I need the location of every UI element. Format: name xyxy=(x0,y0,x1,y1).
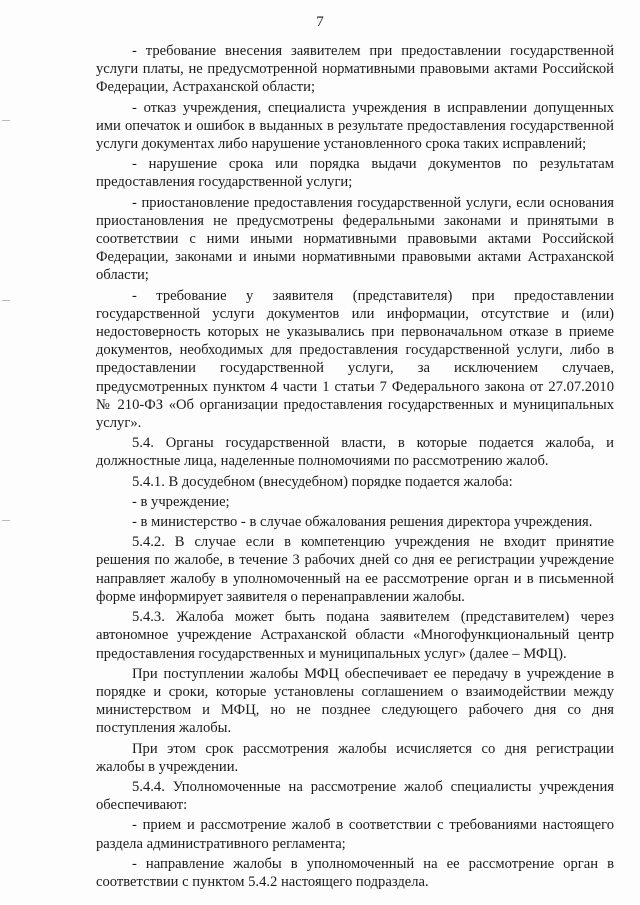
paragraph: При поступлении жалобы МФЦ обеспечивает ее передачу в учреждение в порядке и сроки, которые установлены соглашением о взаимодействии между министерством и МФЦ, но не позднее следующего рабочего дня со дня поступления жалобы. xyxy=(96,665,614,737)
paragraph: - нарушение срока или порядка выдачи документов по результатам предоставления государственной услуги; xyxy=(96,156,614,191)
scan-artifact xyxy=(2,120,10,121)
paragraph: - требование у заявителя (представителя) при предоставлении государственной услуги документов или информации, отсутствие и (или) недостоверность которых не указывались при первоначальном отказе в приеме документов, необходимых для предоставления государственной услуги, либо в предоставлении государственной услуги, за исключением случаев, предусмотренных пунктом 4 части 1 статьи 7 Федерального закона от 27.07.2010 № 210-ФЗ «Об организации предоставления государственных и муниципальных услуг». xyxy=(96,287,614,432)
scan-artifact xyxy=(2,520,10,521)
paragraph: - прием и рассмотрение жалоб в соответствии с требованиями настоящего раздела административного регламента; xyxy=(96,817,614,852)
paragraph: - приостановление предоставления государственной услуги, если основания приостановления не предусмотрены федеральными законами и принятыми в соответствии с ними иными нормативными правовыми актами Российской Федерации, законами и иными нормативными правовыми актами Астраханской области; xyxy=(96,194,614,284)
page-number: 7 xyxy=(316,14,324,30)
document-body xyxy=(96,42,614,893)
paragraph: 5.4.1. В досудебном (внесудебном) порядке подается жалоба: xyxy=(132,473,513,490)
paragraph: - требование внесения заявителем при предоставлении государственной услуги платы, не предусмотренной нормативными правовыми актами Российской Федерации, Астраханской области; xyxy=(96,43,614,96)
paragraph: 5.4.2. В случае если в компетенцию учреждения не входит принятие решения по жалобе, в течение 3 рабочих дней со дня ее регистрации учреждение направляет жалобу в уполномоченный на ее рассмотрение орган и в письменной форме информирует заявителя о перенаправлении жалобы. xyxy=(96,534,614,605)
paragraph: - отказ учреждения, специалиста учреждения в исправлении допущенных ими опечаток и ошибок в выданных в результате предоставления государственной услуги документах либо нарушение установленного срока таких исправлений; xyxy=(96,99,614,153)
paragraph: 5.4. Органы государственной власти, в которые подается жалоба, и должностные лица, наделенные полномочиями по рассмотрению жалоб. xyxy=(96,435,614,470)
paragraph: - в министерство - в случае обжалования решения директора учреждения. xyxy=(132,514,593,531)
paragraph: При этом срок рассмотрения жалобы исчисляется со дня регистрации жалобы в учреждении. xyxy=(96,740,614,775)
scan-artifact xyxy=(2,300,10,301)
paragraph: 5.4.4. Уполномоченные на рассмотрение жалоб специалисты учреждения обеспечивают: xyxy=(96,778,614,814)
paragraph: - в учреждение; xyxy=(132,493,230,510)
paragraph: - направление жалобы в уполномоченный на ее рассмотрение орган в соответствии с пунктом 5.4.2 настоящего подраздела. xyxy=(96,855,614,890)
paragraph: 5.4.3. Жалоба может быть подана заявителем (представителем) через автономное учреждение Астраханской области «Многофункциональный центр предоставления государственных и муниципальных услуг» (далее – МФЦ). xyxy=(96,609,614,662)
